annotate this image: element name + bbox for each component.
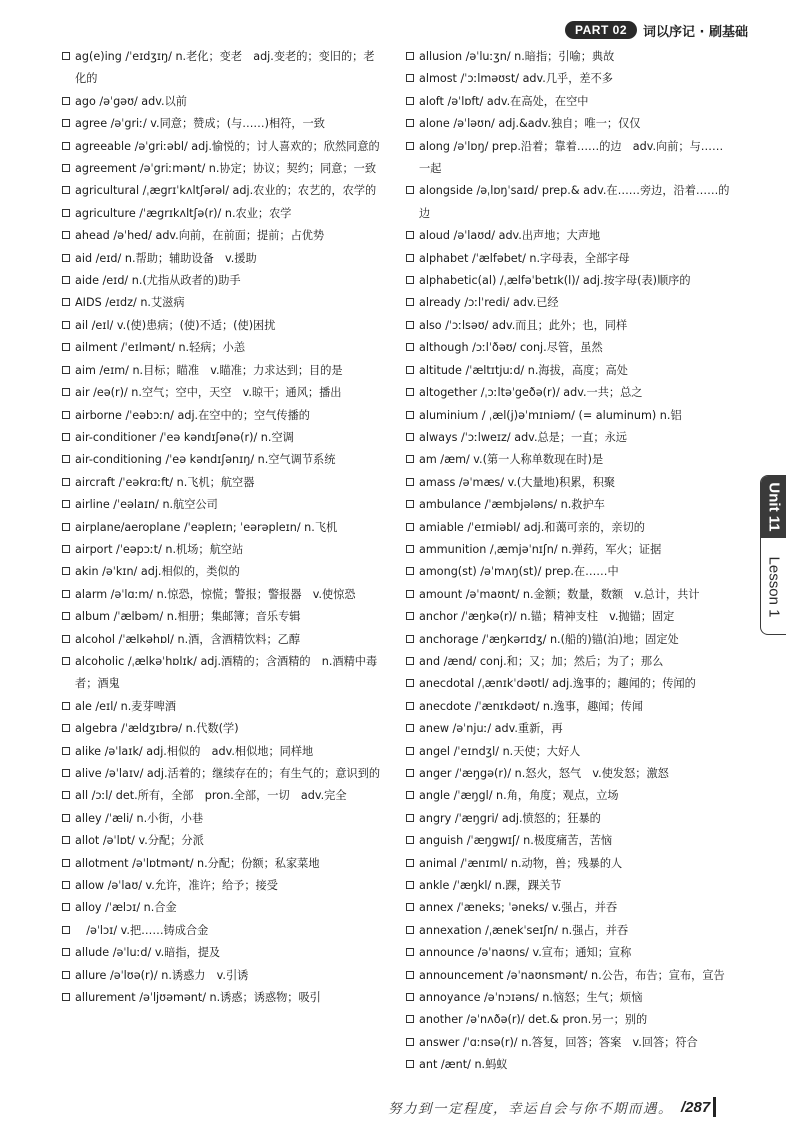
vocab-entry-text: altitude /ˈæltɪtjuːd/ n.海拔，高度；高处 (419, 363, 628, 377)
vocab-entry (62, 741, 384, 763)
vocab-entry-text: alcohol /ˈælkəhɒl/ n.酒，含酒精饮料；乙醇 (75, 632, 301, 646)
vocab-entry (406, 91, 734, 113)
unit-label-box (761, 476, 786, 538)
vocab-entry (62, 225, 384, 247)
checkbox-icon[interactable] (62, 881, 70, 889)
vocab-entry (406, 539, 734, 561)
checkbox-icon[interactable] (406, 1015, 414, 1023)
checkbox-icon[interactable] (62, 724, 70, 732)
vocab-entry (406, 1009, 734, 1031)
unit-label: Unit 11 (765, 482, 782, 532)
checkbox-icon[interactable] (62, 971, 70, 979)
vocab-entry-text: ailment /ˈeɪlmənt/ n.轻病；小恙 (75, 341, 246, 355)
vocab-entry (406, 472, 734, 494)
checkbox-icon[interactable] (406, 254, 414, 262)
vocab-entry (62, 248, 384, 270)
vocab-entry (62, 360, 384, 382)
checkbox-icon[interactable] (406, 702, 414, 710)
vocab-entry (62, 763, 384, 785)
vocab-entry-text: allude /əˈluːd/ v.暗指，提及 (75, 946, 221, 960)
vocab-entry-text: already /ɔːlˈredi/ adv.已经 (419, 296, 559, 310)
part-badge: PART 02 (565, 21, 637, 39)
page-number: /287 (681, 1098, 711, 1116)
checkbox-icon[interactable] (62, 52, 70, 60)
checkbox-icon[interactable] (406, 859, 414, 867)
vocab-entry-text: aim /eɪm/ n.目标；瞄准 v.瞄准；力求达到；目的是 (75, 363, 343, 377)
vocab-entry-text: announce /əˈnaʊns/ v.宣布；通知；宣称 (419, 946, 632, 960)
checkbox-icon[interactable] (406, 1060, 414, 1068)
vocab-entry (62, 584, 384, 606)
vocab-entry-text: AIDS /eɪdz/ n.艾滋病 (75, 296, 185, 310)
vocab-entry (406, 292, 734, 314)
section-title: 词以序记 · 刷基础 (643, 24, 748, 40)
lesson-label-box (761, 538, 786, 635)
vocab-entry-text: amiable /ˈeɪmiəbl/ adj.和蔼可亲的，亲切的 (419, 520, 645, 534)
checkbox-icon[interactable] (62, 635, 70, 643)
vocab-entry-text: anchor /ˈæŋkə(r)/ n.锚；精神支柱 v.抛锚；固定 (419, 610, 675, 624)
vocab-entry-text: alphabetic(al) /ˌælfəˈbetɪk(l)/ adj.按字母(表)顺序的 (419, 274, 691, 288)
vocab-entry (62, 785, 384, 807)
vocab-entry (62, 718, 384, 740)
vocab-entry-text: also /ˈɔːlsəʊ/ adv.而且；此外；也，同样 (419, 318, 628, 332)
checkbox-icon[interactable] (62, 254, 70, 262)
vocab-entry-text: all /ɔːl/ det.所有，全部 pron.全部，一切 adv.完全 (75, 789, 347, 803)
vocab-entry-text: ago /əˈgəʊ/ adv.以前 (75, 94, 187, 108)
vocab-entry-text: angry /ˈæŋgri/ adj.愤怒的；狂暴的 (419, 811, 601, 825)
vocab-entry (406, 741, 734, 763)
checkbox-icon[interactable] (62, 164, 70, 172)
vocab-entry-text: alone /əˈləʊn/ adj.&adv.独自；唯一；仅仅 (419, 117, 641, 131)
vocab-entry-text: airport /ˈeəpɔːt/ n.机场；航空站 (75, 542, 244, 556)
vocab-entry-text: anew /əˈnjuː/ adv.重新，再 (419, 722, 563, 736)
vocab-entry-text: alarm /əˈlɑːm/ n.惊恐，惊慌；警报；警报器 v.使惊恐 (75, 587, 356, 601)
checkbox-icon[interactable] (62, 500, 70, 508)
checkbox-icon[interactable] (406, 455, 414, 463)
checkbox-icon[interactable] (62, 186, 70, 194)
checkbox-icon[interactable] (406, 388, 414, 396)
checkbox-icon[interactable] (406, 679, 414, 687)
checkbox-icon[interactable] (406, 74, 414, 82)
checkbox-icon[interactable] (406, 321, 414, 329)
checkbox-icon[interactable] (406, 119, 414, 127)
checkbox-icon[interactable] (406, 747, 414, 755)
vocab-entry-text: alike /əˈlaɪk/ adj.相似的 adv.相似地；同样地 (75, 744, 314, 758)
page-header (565, 18, 748, 42)
vocab-entry (62, 427, 384, 449)
vocab-entry-text: and /ænd/ conj.和；又；加；然后；为了；那么 (419, 654, 664, 668)
vocab-entry-text: ail /eɪl/ v.(使)患病；(使)不适；(使)困扰 (75, 318, 276, 332)
vocab-entry (406, 270, 734, 292)
vocab-entry (406, 46, 734, 68)
checkbox-icon[interactable] (406, 971, 414, 979)
vocab-entry-text: agricultural /ˌægrɪˈkʌltʃərəl/ adj.农业的；农艺的，农学的 (75, 184, 377, 198)
vocab-entry-text: aluminium / ˌæl(j)əˈmɪniəm/ (= aluminum) n.铝 (419, 408, 682, 422)
vocab-entry-text: annex /ˈæneks; ˈəneks/ v.强占，并吞 (419, 901, 618, 915)
vocab-entry (406, 113, 734, 135)
checkbox-icon[interactable] (406, 903, 414, 911)
vocab-entry (62, 113, 384, 135)
vocab-entry (406, 785, 734, 807)
checkbox-icon[interactable] (62, 231, 70, 239)
vocab-entry (406, 68, 734, 90)
vocab-entry-text: another /əˈnʌðə(r)/ det.& pron.另一；别的 (419, 1013, 648, 1027)
vocab-entry (62, 517, 384, 539)
vocab-entry (406, 360, 734, 382)
vocab-entry (406, 875, 734, 897)
vocab-entry-text: ag(e)ing /ˈeɪdʒɪŋ/ n.老化；变老 adj.变老的；变旧的；老化的 (75, 50, 375, 86)
vocab-entry (62, 270, 384, 292)
checkbox-icon[interactable] (406, 231, 414, 239)
checkbox-icon[interactable] (62, 903, 70, 911)
vocab-entry-text: animal /ˈænɪml/ n.动物，兽；残暴的人 (419, 856, 623, 870)
vocab-entry-text: allotment /əˈlɒtmənt/ n.分配；份额；私家菜地 (75, 856, 320, 870)
vocab-entry (406, 1054, 734, 1076)
vocab-entry (406, 337, 734, 359)
vocab-entry (62, 920, 384, 942)
vocab-entry (62, 629, 384, 651)
vocab-entry (62, 46, 384, 91)
checkbox-icon[interactable] (406, 97, 414, 105)
checkbox-icon[interactable] (406, 411, 414, 419)
checkbox-icon[interactable] (406, 186, 414, 194)
vocab-entry-text: am /æm/ v.(第一人称单数现在时)是 (419, 453, 604, 467)
vocab-entry (62, 561, 384, 583)
vocab-entry-text: alloy /ˈælɔɪ/ n.合金 (75, 901, 177, 915)
vocab-entry-text: aide /eɪd/ n.(尤指从政者的)助手 (75, 274, 241, 288)
vocab-entry (406, 561, 734, 583)
checkbox-icon[interactable] (406, 433, 414, 441)
vocab-entry-text: allusion /əˈluːʒn/ n.暗指；引喻；典故 (419, 50, 615, 63)
vocab-entry (406, 449, 734, 471)
checkbox-icon[interactable] (62, 926, 70, 934)
vocab-entry (62, 494, 384, 516)
checkbox-icon[interactable] (406, 635, 414, 643)
vocab-entry-text: anger /ˈæŋgə(r)/ n.怒火，怒气 v.使发怒；激怒 (419, 767, 669, 780)
vocab-entry (406, 629, 734, 651)
checkbox-icon[interactable] (62, 366, 70, 374)
vocab-entry-text: aircraft /ˈeəkrɑːft/ n.飞机；航空器 (75, 475, 255, 489)
vocab-entry (62, 405, 384, 427)
vocab-entry (62, 875, 384, 897)
vocab-entry-text: aloud /əˈlaʊd/ adv.出声地；大声地 (419, 229, 601, 243)
vocab-entry (62, 472, 384, 494)
vocab-entry (406, 718, 734, 740)
checkbox-icon[interactable] (406, 836, 414, 844)
vocab-entry (62, 853, 384, 875)
vocab-entry-text: akin /əˈkɪn/ adj.相似的，类似的 (75, 565, 240, 579)
vocab-entry-text: allot /əˈlɒt/ v.分配；分派 (75, 834, 204, 848)
checkbox-icon[interactable] (62, 478, 70, 486)
vocab-entry (62, 651, 384, 696)
vocab-entry-text: anecdote /ˈænɪkdəʊt/ n.逸事，趣闻；传闻 (419, 699, 644, 713)
checkbox-icon[interactable] (62, 769, 70, 777)
vocab-entry-text: answer /ˈɑːnsə(r)/ n.答复，回答；答案 v.回答；符合 (419, 1035, 698, 1049)
vocab-entry (406, 651, 734, 673)
checkbox-icon[interactable] (406, 881, 414, 889)
vocab-entry-text: airplane/aeroplane /ˈeəpleɪn; ˈeərəpleɪn/ n.飞机 (75, 520, 338, 534)
vocab-entry-text: airline /ˈeəlaɪn/ n.航空公司 (75, 498, 218, 512)
checkbox-icon[interactable] (406, 500, 414, 508)
vocab-entry (62, 203, 384, 225)
vocab-entry-text: always /ˈɔːlweɪz/ adv.总是；一直；永远 (419, 430, 627, 444)
vocab-entry-text: airborne /ˈeəbɔːn/ adj.在空中的；空气传播的 (75, 408, 310, 422)
vocab-entry-text: agriculture /ˈægrɪkʌltʃə(r)/ n.农业；农学 (75, 206, 292, 220)
page-footer (388, 1094, 728, 1120)
checkbox-icon[interactable] (406, 612, 414, 620)
vocab-entry (406, 248, 734, 270)
vocab-entry (406, 517, 734, 539)
checkbox-icon[interactable] (62, 836, 70, 844)
vocab-entry (406, 673, 734, 695)
vocab-entry (406, 853, 734, 875)
checkbox-icon[interactable] (406, 523, 414, 531)
vocab-entry (406, 606, 734, 628)
vocab-entry (62, 539, 384, 561)
vocab-entry (406, 315, 734, 337)
vocab-entry (406, 405, 734, 427)
checkbox-icon[interactable] (406, 366, 414, 374)
vocab-entry-text: amass /əˈmæs/ v.(大量地)积累，积聚 (419, 475, 616, 489)
checkbox-icon[interactable] (406, 567, 414, 575)
checkbox-icon[interactable] (62, 657, 70, 665)
vocab-entry-text: allure /əˈlʊə(r)/ n.诱惑力 v.引诱 (75, 968, 249, 982)
vocab-entry-text: ammunition /ˌæmjəˈnɪʃn/ n.弹药，军火；证据 (419, 542, 662, 556)
vocab-entry-text: ankle /ˈæŋkl/ n.踝，踝关节 (419, 879, 562, 893)
footer-motto: 努力到一定程度，幸运自会与你不期而遇。 (388, 1101, 673, 1117)
vocab-entry-text: algebra /ˈældʒɪbrə/ n.代数(学) (75, 722, 239, 736)
checkbox-icon[interactable] (62, 948, 70, 956)
vocab-entry (406, 696, 734, 718)
vocab-entry (62, 897, 384, 919)
vocab-entry (62, 830, 384, 852)
vocab-entry-text: air /eə(r)/ n.空气；空中，天空 v.晾干；通风；播出 (75, 386, 342, 400)
vocab-entry-text: altogether /ˌɔːltəˈgeðə(r)/ adv.一共；总之 (419, 386, 643, 400)
vocab-entry-text: anecdotal /ˌænɪkˈdəʊtl/ adj.逸事的；趣闻的；传闻的 (419, 677, 696, 691)
vocab-entry-text: aid /eɪd/ n.帮助；辅助设备 v.援助 (75, 251, 257, 265)
checkbox-icon[interactable] (406, 478, 414, 486)
checkbox-icon[interactable] (406, 276, 414, 284)
vocab-entry-text: agreeable /əˈgriːəbl/ adj.愉悦的；讨人喜欢的；欣然同意的 (75, 139, 380, 153)
checkbox-icon[interactable] (62, 209, 70, 217)
checkbox-icon[interactable] (62, 993, 70, 1001)
vocab-entry-text: angle /ˈæŋgl/ n.角，角度；观点，立场 (419, 789, 619, 803)
checkbox-icon[interactable] (406, 343, 414, 351)
vocab-entry-text: alley /ˈæli/ n.小街，小巷 (75, 811, 204, 825)
vocab-entry (406, 382, 734, 404)
checkbox-icon[interactable] (62, 747, 70, 755)
vocab-entry (62, 987, 384, 1009)
vocab-entry-text: alive /əˈlaɪv/ adj.活着的；继续存在的；有生气的；意识到的 (75, 767, 381, 780)
checkbox-icon[interactable] (406, 590, 414, 598)
vocab-entry-text: album /ˈælbəm/ n.相册；集邮簿；音乐专辑 (75, 610, 301, 624)
checkbox-icon[interactable] (406, 142, 414, 150)
vocab-entry-text: alongside /əˌlɒŋˈsaɪd/ prep.& adv.在……旁边，沿着……的边 (419, 184, 730, 220)
vocab-entry (406, 808, 734, 830)
vocab-entry (62, 606, 384, 628)
vocab-entry (62, 91, 384, 113)
checkbox-icon[interactable] (406, 545, 414, 553)
vocab-entry (406, 584, 734, 606)
vocab-entry (62, 158, 384, 180)
checkbox-icon[interactable] (62, 523, 70, 531)
checkbox-icon[interactable] (62, 545, 70, 553)
vocab-entry-text: along /əˈlɒŋ/ prep.沿着；靠着……的边 adv.向前；与……一起 (419, 139, 724, 176)
checkbox-icon[interactable] (62, 97, 70, 105)
vocab-entry (406, 136, 734, 181)
checkbox-icon[interactable] (406, 769, 414, 777)
checkbox-icon[interactable] (62, 455, 70, 463)
checkbox-icon[interactable] (62, 343, 70, 351)
checkbox-icon[interactable] (406, 298, 414, 306)
checkbox-icon[interactable] (62, 567, 70, 575)
vocab-entry-text: among(st) /əˈmʌŋ(st)/ prep.在……中 (419, 565, 619, 579)
vocab-entry-text: allow /əˈlaʊ/ v.允许，准许；给予；接受 (75, 879, 278, 893)
vocab-entry-text: ahead /əˈhed/ adv.向前，在前面；提前；占优势 (75, 229, 325, 243)
checkbox-icon[interactable] (62, 814, 70, 822)
vocab-entry-text: almost /ˈɔːlməʊst/ adv.几乎，差不多 (419, 72, 613, 86)
vocab-entry-text: aloft /əˈlɒft/ adv.在高处，在空中 (419, 94, 589, 108)
vocab-entry (406, 965, 734, 987)
vocab-entry-text: annexation /ˌænekˈseɪʃn/ n.强占，并吞 (419, 923, 629, 937)
vocab-entry (406, 225, 734, 247)
vocab-entry (62, 337, 384, 359)
vocab-entry (62, 696, 384, 718)
lesson-label: Lesson 1 (765, 556, 782, 618)
checkbox-icon[interactable] (406, 993, 414, 1001)
vocab-entry-text: although /ɔːlˈðəʊ/ conj.尽管，虽然 (419, 341, 603, 355)
vocab-entry (406, 763, 734, 785)
checkbox-icon[interactable] (62, 321, 70, 329)
checkbox-icon[interactable] (406, 52, 414, 60)
vocab-entry-text: ale /eɪl/ n.麦芽啤酒 (75, 699, 177, 713)
vocab-entry (406, 987, 734, 1009)
checkbox-icon[interactable] (62, 298, 70, 306)
vocab-entry-text: amount /əˈmaʊnt/ n.金额；数量，数额 v.总计，共计 (419, 587, 700, 601)
unit-side-tab (760, 475, 786, 635)
vocab-entry (406, 427, 734, 449)
checkbox-icon[interactable] (406, 791, 414, 799)
checkbox-icon[interactable] (62, 433, 70, 441)
checkbox-icon[interactable] (62, 590, 70, 598)
checkbox-icon[interactable] (406, 1038, 414, 1046)
vocab-entry (406, 920, 734, 942)
vocab-entry-text: ambulance /ˈæmbjələns/ n.救护车 (419, 498, 605, 512)
vocab-entry-text: angel /ˈeɪndʒl/ n.天使；大好人 (419, 744, 581, 758)
vocab-entry (62, 136, 384, 158)
checkbox-icon[interactable] (62, 791, 70, 799)
checkbox-icon[interactable] (406, 724, 414, 732)
checkbox-icon[interactable] (406, 657, 414, 665)
checkbox-icon[interactable] (406, 926, 414, 934)
vocab-entry-text: alcoholic /ˌælkəˈhɒlɪk/ adj.酒精的；含酒精的 n.酒精中毒者；酒鬼 (75, 654, 378, 691)
vocab-entry-text: allurement /əˈljʊəmənt/ n.诱惑；诱惑物；吸引 (75, 991, 321, 1005)
vocab-entry (62, 382, 384, 404)
vocab-entry (62, 965, 384, 987)
left-column (62, 46, 384, 1009)
checkbox-icon[interactable] (406, 814, 414, 822)
checkbox-icon[interactable] (62, 388, 70, 396)
vocab-entry-text: agree /əˈgriː/ v.同意；赞成；(与……)相符，一致 (75, 117, 325, 131)
vocab-entry (62, 180, 384, 202)
vocab-entry-text: announcement /əˈnaʊnsmənt/ n.公告，布告；宣布，宣告 (419, 968, 725, 982)
vocab-entry (406, 897, 734, 919)
vocab-entry (62, 292, 384, 314)
checkbox-icon[interactable] (62, 142, 70, 150)
checkbox-icon[interactable] (62, 276, 70, 284)
right-column (406, 46, 734, 1077)
vocab-entry (62, 808, 384, 830)
vocab-entry (62, 449, 384, 471)
checkbox-icon[interactable] (62, 702, 70, 710)
checkbox-icon[interactable] (62, 612, 70, 620)
vocab-entry (406, 942, 734, 964)
vocab-entry-text: /əˈlɔɪ/ v.把……铸成合金 (75, 923, 209, 937)
vocab-entry-text: anguish /ˈæŋgwɪʃ/ n.极度痛苦，苦恼 (419, 834, 613, 848)
vocab-entry (62, 315, 384, 337)
vocab-entry-text: alphabet /ˈælfəbet/ n.字母表，全部字母 (419, 251, 630, 265)
vocab-entry (406, 180, 734, 225)
checkbox-icon[interactable] (406, 948, 414, 956)
vocab-entry-text: air-conditioner /ˈeə kəndɪʃənə(r)/ n.空调 (75, 430, 294, 444)
vocab-entry (62, 942, 384, 964)
page-number-bar (713, 1097, 716, 1117)
vocab-entry-text: agreement /əˈgriːmənt/ n.协定；协议；契约；同意；一致 (75, 162, 377, 176)
checkbox-icon[interactable] (62, 859, 70, 867)
vocab-entry (406, 494, 734, 516)
checkbox-icon[interactable] (62, 411, 70, 419)
vocab-entry (406, 830, 734, 852)
checkbox-icon[interactable] (62, 119, 70, 127)
vocab-entry (406, 1032, 734, 1054)
vocab-entry-text: anchorage /ˈæŋkərɪdʒ/ n.(船的)锚(泊)地；固定处 (419, 632, 679, 646)
vocab-entry-text: annoyance /əˈnɔɪəns/ n.恼怒；生气；烦恼 (419, 991, 643, 1005)
vocab-entry-text: ant /ænt/ n.蚂蚁 (419, 1058, 508, 1072)
vocab-entry-text: air-conditioning /ˈeə kəndɪʃənɪŋ/ n.空气调节系统 (75, 453, 336, 467)
